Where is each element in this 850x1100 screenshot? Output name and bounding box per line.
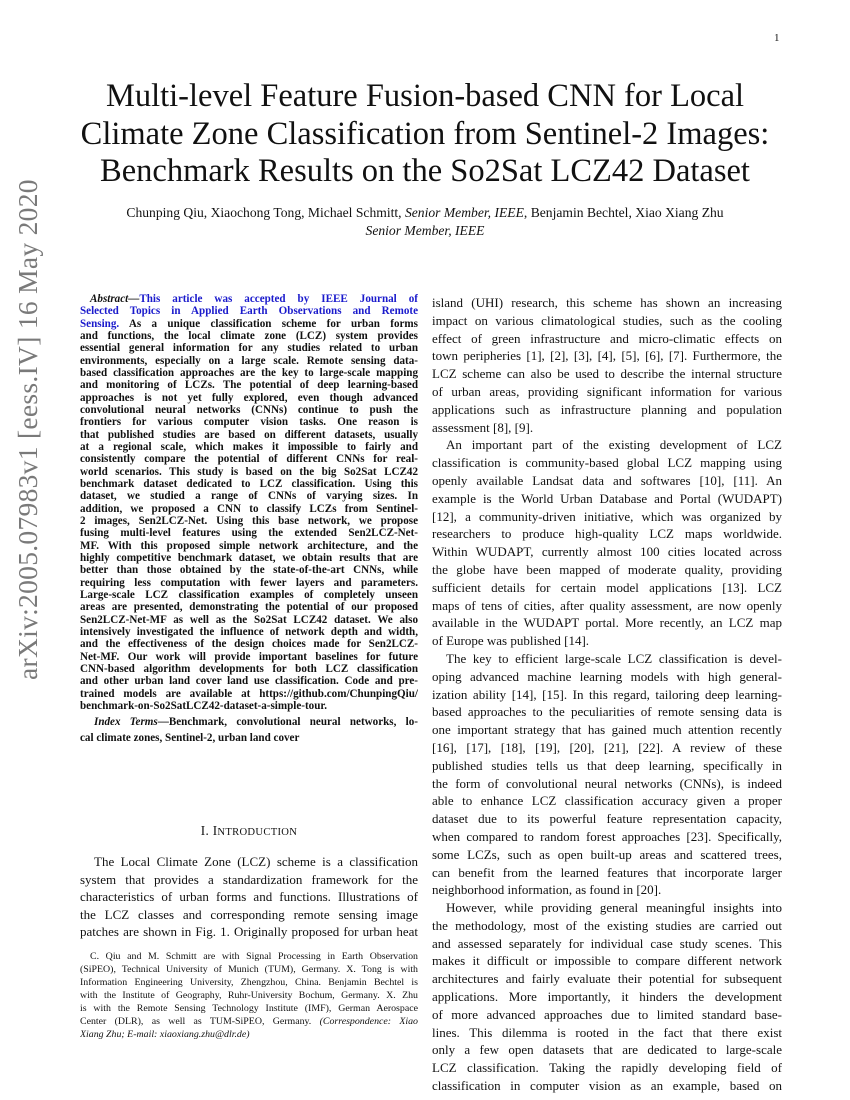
- abstract-line: and functions, the local climate zone (LCZ) system provides: [80, 329, 418, 342]
- paragraph: [432, 436, 782, 650]
- abstract-line: dataset, we studied a range of CNNs of varying sizes. In: [80, 490, 418, 503]
- paragraph-line: classification in computer vision as an example, based on: [432, 1078, 782, 1094]
- paragraph-line: the globe have been mapped of moderate quality, providing: [432, 561, 782, 577]
- paragraph-line: makes it difficult or impossible to compare different network: [432, 953, 782, 969]
- abstract-line: highly competitive benchmark dataset, we obtain results that are: [80, 551, 418, 564]
- paragraph-line: openly available Landsat data and softwares [10], [11]. An: [432, 472, 782, 488]
- author-names: , Benjamin Bechtel, Xiao Xiang Zhu: [523, 205, 724, 220]
- paragraph-line: can benefit from the learned features that incorporate larger: [432, 864, 782, 880]
- abstract: [80, 293, 418, 712]
- intro-line: patches are shown in Fig. 1. Originally proposed for urban heat: [80, 924, 418, 940]
- paragraph-line: [12], a community-driven initiative, which was organized by: [432, 508, 782, 524]
- paragraph-line: neighborhood information, as found in [20].: [432, 882, 662, 898]
- paragraph-line: one important strategy that has gained much attention recently: [432, 722, 782, 738]
- title-line: Multi-level Feature Fusion-based CNN for Local: [105, 78, 745, 114]
- paragraph-line: when compared to random forest approaches [23]. Specifically,: [432, 828, 782, 844]
- paragraph-line: dataset due to its powerful feature representation capacity,: [432, 811, 782, 827]
- abstract-line: Large-scale LCZ classification examples of completely unseen: [80, 588, 418, 601]
- intro-line: the LCZ classes and corresponding remote sensing image: [80, 906, 418, 922]
- abstract-line: and other urban land cover land use classification. Code and pre-: [80, 675, 418, 688]
- author-names: Chunping Qiu, Xiaochong Tong, Michael Schmitt,: [126, 205, 405, 220]
- paragraph-line: town peripheries [1], [2], [3], [4], [5], [6], [7]. Furthermore, the: [432, 348, 782, 364]
- paragraph-line: the form of convolutional neural networks (CNNs), is indeed: [432, 775, 782, 791]
- acceptance-notice-link[interactable]: Sensing.: [80, 317, 120, 330]
- abstract-line: based classification approaches are the key to large-scale mapping: [80, 366, 418, 379]
- paragraph-line: oping advanced machine learning models with high general-: [432, 668, 782, 684]
- paragraph-line: impact on various climatological studies, such as the cooling: [432, 312, 782, 328]
- acceptance-notice-link[interactable]: Selected Topics in Applied Earth Observations and Remote: [80, 305, 418, 318]
- paragraph-line: ization ability [14], [15]. In this regard, tailoring deep learning-: [432, 686, 782, 702]
- paragraph-line: LCZ scheme can also be used to describe the internal structure: [432, 366, 782, 382]
- paragraph-line: researchers to produce high-quality LCZ maps worldwide.: [432, 526, 782, 542]
- intro-line: system that provides a standardization framework for the: [80, 871, 418, 887]
- footnote-line: Information Engineering University, Zhengzhou, China. Benjamin Bechtel is: [80, 977, 418, 988]
- author-list: [40, 204, 810, 240]
- paragraph-line: classification is community-based global LCZ mapping using: [432, 455, 782, 471]
- paragraph-line: maps of tens of cities, after quality assessment, are now openly: [432, 597, 782, 613]
- paragraph-line: sufficient details for certain model applications [13]. LCZ: [432, 579, 782, 595]
- paragraph-line: only a few open datasets that are dedicated to large-scale: [432, 1042, 782, 1058]
- paragraph-line: published studies tells us that deep learning, specifically in: [432, 757, 782, 773]
- introduction-text: [80, 853, 418, 941]
- title-line: Benchmark Results on the So2Sat LCZ42 Dataset: [100, 153, 750, 189]
- paragraph-line: assessment [8], [9].: [432, 419, 534, 435]
- abstract-line: benchmark-on-So2SatLCZ42-dataset-a-simple-tour.: [80, 699, 328, 712]
- index-terms: [80, 715, 418, 746]
- abstract-line: environments, especially on a large scale. Remote sensing data-: [80, 354, 418, 367]
- abstract-line: and monitoring of LCZs. The potential of deep learning-based: [80, 379, 418, 392]
- footnote-line: (SiPEO), Technical University of Munich (TUM), Germany. X. Tong is with: [80, 964, 418, 975]
- abstract-line: Sen2LCZ-Net-MF as well as the So2Sat LCZ42 dataset. We also: [80, 613, 418, 626]
- index-terms-text: cal climate zones, Sentinel-2, urban land cover: [80, 731, 300, 744]
- paragraph: [432, 899, 782, 1095]
- abstract-line: world scenarios. This study is based on the big So2Sat LCZ42: [80, 465, 418, 478]
- abstract-line: fusing multi-level features using the extended Sen2LCZ-Net-: [80, 527, 418, 540]
- abstract-text: As a unique classification scheme for urban forms: [119, 317, 418, 330]
- page-number: 1: [774, 32, 780, 44]
- paragraph-line: effect of green infrastructure and micro-climatic effects on: [432, 330, 782, 346]
- paragraph: [432, 650, 782, 899]
- paragraph-line: able to enhance LCZ classification accuracy given a proper: [432, 793, 782, 809]
- paragraph-line: example is the World Urban Database and Portal (WUDAPT): [432, 490, 782, 506]
- footnote-line: with the Institute of Geography, Ruhr-University Bochum, Germany. X. Zhu: [80, 990, 418, 1001]
- index-terms-text: —Benchmark, convolutional neural networks, lo-: [157, 716, 418, 728]
- correspondence-email: Xiang Zhu; E-mail: xiaoxiang.zhu@dlr.de): [80, 1029, 250, 1040]
- paragraph-line: available in the WUDAPT portal. More recently, an LCZ map: [432, 615, 782, 631]
- paragraph-line: applications. More importantly, it hinders the development: [432, 989, 782, 1005]
- abstract-line: areas are presented, demonstrating the potential of our proposed: [80, 601, 418, 614]
- arxiv-identifier-stamp: arXiv:2005.07983v1 [eess.IV] 16 May 2020: [12, 179, 43, 680]
- paragraph-line: the methodology, most of the existing studies are carried out: [432, 917, 782, 933]
- footnote-line: is with the Remote Sensing Technology Institute (IMF), German Aerospace: [80, 1003, 418, 1014]
- abstract-line: that published studies are based on different datasets, usually: [80, 428, 418, 441]
- paragraph-line: and assessed separately for individual case study scenes. This: [432, 935, 782, 951]
- title-line: Climate Zone Classification from Sentinel-2 Images:: [80, 115, 770, 152]
- abstract-line: addition, we proposed a CNN to classify LCZs from Sentinel-: [80, 502, 418, 515]
- footnote-line: C. Qiu and M. Schmitt are with Signal Processing in Earth Observation: [90, 951, 418, 962]
- intro-line: characteristics of urban forms and functions. Illustrations of: [80, 889, 418, 905]
- paragraph-line: LCZ classification. Taking the rapidly developing field of: [432, 1060, 782, 1076]
- abstract-line: frontiers for various computer vision tasks. One reason is: [80, 416, 418, 429]
- abstract-line: CNN-based algorithm developments for both LCZ classification: [80, 662, 418, 675]
- paragraph-line: of more advanced approaches due to limited standard base-: [432, 1006, 782, 1022]
- paragraph-line: lines. This dilemma is rooted in the fact that there exist: [432, 1024, 782, 1040]
- abstract-line: Net-MF. Our work will provide important baselines for future: [80, 650, 418, 663]
- index-terms-label: Index Terms: [94, 716, 158, 728]
- abstract-line: 2 images, Sen2LCZ-Net. Using this base network, we propose: [80, 514, 418, 527]
- abstract-label: Abstract—: [90, 293, 140, 305]
- section-heading-introduction: I. INTRODUCTION: [200, 823, 298, 838]
- paragraph-line: An important part of the existing development of LCZ: [446, 437, 782, 453]
- footnote-line: Center (DLR), as well as TUM-SiPEO, Germany. (Correspondence: Xiao: [80, 1016, 418, 1027]
- paragraph-line: The key to efficient large-scale LCZ classification is devel-: [446, 650, 782, 666]
- paragraph-line: [16], [17], [18], [19], [20], [21], [22]. A review of these: [432, 739, 782, 755]
- abstract-line: MF. With this proposed simple network architecture, and the: [80, 539, 418, 552]
- author-affiliation-footnote: [80, 950, 418, 1041]
- abstract-line: better than those obtained by the state-of-the-art CNNs, while: [80, 564, 418, 577]
- abstract-line: trained models are available at https://github.com/ChunpingQiu/: [80, 687, 418, 700]
- intro-line: The Local Climate Zone (LCZ) scheme is a classification: [94, 854, 418, 869]
- acceptance-notice-link[interactable]: This article was accepted by IEEE Journal of: [139, 293, 418, 305]
- paper-title: [40, 78, 810, 191]
- abstract-line: approaches is not yet fully explored, even though advanced: [80, 391, 418, 404]
- footnote-line: [80, 1028, 418, 1041]
- right-column-text: [432, 294, 782, 1095]
- author-role: Senior Member, IEEE: [404, 205, 524, 220]
- abstract-line: essential general information for any studies related to urban: [80, 342, 418, 355]
- abstract-line: and the effectiveness of the design choices made for Sen2LCZ-: [80, 638, 418, 651]
- paragraph-line: of urban areas, providing significant information for various: [432, 383, 782, 399]
- paragraph-line: island (UHI) research, this scheme has shown an increasing: [432, 295, 782, 310]
- paragraph: [432, 294, 782, 436]
- paragraph-line: based approaches to the peculiarities of remote sensing data is: [432, 704, 782, 720]
- paragraph-line: some LCZs, such as open built-up areas and scattered trees,: [432, 846, 782, 862]
- correspondence-text: (Correspondence: Xiao: [319, 1016, 418, 1027]
- paragraph-line: Within WUDAPT, currently almost 100 cities located across: [432, 544, 782, 560]
- abstract-line: intensively investigated the influence of network depth and width,: [80, 625, 418, 638]
- paragraph-line: applications such as infrastructure planning and population: [432, 401, 782, 417]
- author-role: Senior Member, IEEE: [365, 223, 485, 238]
- paragraph-line: of Europe was published [14].: [432, 633, 590, 649]
- abstract-line: convolutional neural networks (CNNs) continue to push the: [80, 403, 418, 416]
- abstract-line: at a regional scale, which makes it impossible to fairly and: [80, 440, 418, 453]
- paragraph-line: architectures and fairly evaluate their potential for subsequent: [432, 971, 782, 987]
- abstract-line: requiring less computation with fewer layers and parameters.: [80, 576, 418, 589]
- abstract-line: benchmark dataset dedicated to LCZ classification. Using this: [80, 477, 418, 490]
- paragraph-line: However, while providing general meaningful insights into: [446, 900, 782, 916]
- abstract-line: consistently compare the potential of different CNNs for real-: [80, 453, 418, 466]
